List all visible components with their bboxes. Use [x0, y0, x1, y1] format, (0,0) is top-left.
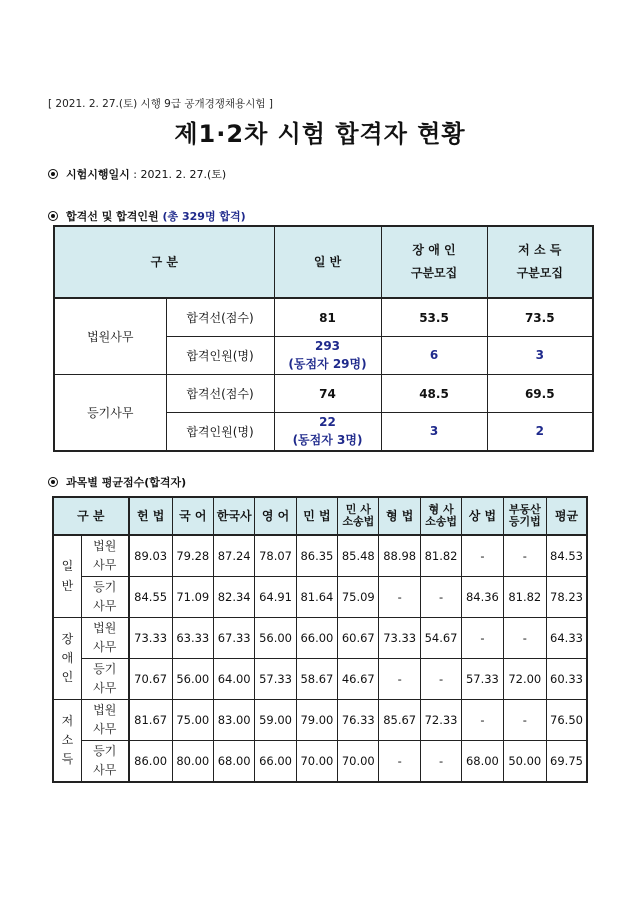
score-cell: 88.98	[379, 535, 420, 577]
section-exam-date	[48, 166, 226, 182]
score-cell: 76.50	[547, 700, 588, 741]
row-label: 법원 사무	[81, 618, 128, 659]
score-cell: 89.03	[129, 535, 172, 577]
row-label: 합격선(점수)	[166, 375, 274, 413]
table-row	[53, 741, 587, 783]
score-cell: 46.67	[338, 659, 379, 700]
score-cell: -	[503, 700, 546, 741]
score-cell: 79.00	[296, 700, 337, 741]
score-cell: 73.33	[129, 618, 172, 659]
score-cell: 66.00	[255, 741, 296, 783]
cell-general: 81	[274, 298, 381, 337]
score-cell: 73.33	[379, 618, 420, 659]
group-name: 장 애 인	[53, 618, 81, 700]
score-cell: 56.00	[172, 659, 213, 700]
score-cell: 64.00	[213, 659, 254, 700]
score-cell: 72.33	[420, 700, 461, 741]
score-cell: 86.35	[296, 535, 337, 577]
exam-date-value: : 2021. 2. 27.(토)	[129, 168, 227, 181]
score-cell: 56.00	[255, 618, 296, 659]
group-name: 일 반	[53, 535, 81, 618]
section-pass-line	[48, 208, 246, 224]
score-cell: -	[379, 577, 420, 618]
table-header-row	[54, 226, 593, 298]
score-cell: 85.67	[379, 700, 420, 741]
cell-disabled: 3	[381, 413, 487, 452]
score-cell: -	[420, 741, 461, 783]
header-line: 장 애 인	[412, 243, 456, 258]
score-cell: 57.33	[255, 659, 296, 700]
row-label: 법원 사무	[81, 535, 128, 577]
score-cell: -	[462, 535, 503, 577]
score-cell: 68.00	[462, 741, 503, 783]
score-cell: 87.24	[213, 535, 254, 577]
header-subject	[338, 497, 379, 535]
table-header-row	[53, 497, 587, 535]
score-cell: 54.67	[420, 618, 461, 659]
header-subject: 영 어	[255, 497, 296, 535]
header-subject: 한국사	[213, 497, 254, 535]
header-category: 구 분	[53, 497, 129, 535]
score-cell: 76.33	[338, 700, 379, 741]
score-cell: 60.33	[547, 659, 588, 700]
row-label: 합격인원(명)	[166, 337, 274, 375]
header-general: 일 반	[274, 226, 381, 298]
score-cell: 50.00	[503, 741, 546, 783]
score-cell: 81.64	[296, 577, 337, 618]
header-line: 저 소 득	[518, 243, 562, 258]
cell-general	[274, 337, 381, 375]
section-subject-averages	[48, 474, 186, 490]
score-cell: -	[420, 659, 461, 700]
header-subject: 헌 법	[129, 497, 172, 535]
score-cell: -	[379, 659, 420, 700]
row-label: 등기 사무	[81, 577, 128, 618]
table-row	[54, 375, 593, 413]
header-disabled	[381, 226, 487, 298]
score-cell: 82.34	[213, 577, 254, 618]
score-cell: -	[420, 577, 461, 618]
section-label: 시험시행일시	[66, 168, 130, 181]
cell-lowincome: 69.5	[487, 375, 593, 413]
score-cell: 81.82	[420, 535, 461, 577]
score-cell: 69.75	[547, 741, 588, 783]
header-subject	[503, 497, 546, 535]
score-cell: 79.28	[172, 535, 213, 577]
header-line: 구분모집	[516, 266, 563, 280]
score-cell: 57.33	[462, 659, 503, 700]
row-label: 법원 사무	[81, 700, 128, 741]
header-subject: 형 법	[379, 497, 420, 535]
pass-line-table	[53, 225, 594, 452]
score-cell: 63.33	[172, 618, 213, 659]
tie-note: (동점자 3명)	[292, 432, 363, 447]
header-subject	[420, 497, 461, 535]
cell-general	[274, 413, 381, 452]
cell-disabled: 48.5	[381, 375, 487, 413]
row-label: 합격선(점수)	[166, 298, 274, 337]
tie-note: (동점자 29명)	[288, 356, 367, 371]
page-title: 제1·2차 시험 합격자 현황	[174, 120, 466, 148]
table-row	[53, 577, 587, 618]
header-category: 구 분	[54, 226, 274, 298]
table-row	[53, 535, 587, 577]
count: 293	[314, 339, 341, 354]
header-lowincome	[487, 226, 593, 298]
score-cell: 80.00	[172, 741, 213, 783]
score-cell: -	[462, 618, 503, 659]
header-subject: 평균	[547, 497, 588, 535]
score-cell: 60.67	[338, 618, 379, 659]
header-line: 소송법	[425, 515, 457, 528]
group-name: 등기사무	[54, 375, 166, 452]
total-passed-note: (총 329명 합격)	[162, 210, 246, 223]
score-cell: 66.00	[296, 618, 337, 659]
section-label: 합격선 및 합격인원	[66, 210, 163, 223]
score-cell: 71.09	[172, 577, 213, 618]
cell-disabled: 53.5	[381, 298, 487, 337]
score-cell: -	[379, 741, 420, 783]
section-label: 과목별 평균점수(합격자)	[66, 476, 187, 489]
header-subject: 민 법	[296, 497, 337, 535]
score-cell: -	[503, 618, 546, 659]
score-cell: 75.00	[172, 700, 213, 741]
table-row	[53, 659, 587, 700]
count: 22	[319, 415, 336, 430]
cell-disabled: 6	[381, 337, 487, 375]
header-line: 부동산	[508, 503, 541, 517]
table-row	[53, 700, 587, 741]
cell-lowincome: 2	[487, 413, 593, 452]
header-line: 민 사	[345, 503, 371, 517]
score-cell: 78.23	[547, 577, 588, 618]
header-subject: 상 법	[462, 497, 503, 535]
score-cell: 67.33	[213, 618, 254, 659]
cell-general: 74	[274, 375, 381, 413]
header-line: 소송법	[342, 515, 375, 528]
score-cell: -	[503, 535, 546, 577]
score-cell: 86.00	[129, 741, 172, 783]
exam-subtitle: [ 2021. 2. 27.(토) 시행 9급 공개경쟁채용시험 ]	[48, 98, 273, 110]
score-cell: 58.67	[296, 659, 337, 700]
score-cell: 84.53	[547, 535, 588, 577]
score-cell: 78.07	[255, 535, 296, 577]
score-cell: 70.00	[338, 741, 379, 783]
header-line: 형 사	[428, 503, 454, 517]
header-subject: 국 어	[172, 497, 213, 535]
score-cell: 64.91	[255, 577, 296, 618]
radio-bullet-icon	[48, 477, 58, 487]
score-cell: 68.00	[213, 741, 254, 783]
radio-bullet-icon	[48, 169, 58, 179]
header-line: 등기법	[508, 515, 541, 528]
score-cell: 81.67	[129, 700, 172, 741]
group-name: 법원사무	[54, 298, 166, 375]
score-cell: -	[462, 700, 503, 741]
score-cell: 84.55	[129, 577, 172, 618]
row-label: 등기 사무	[81, 659, 128, 700]
header-line: 구분모집	[410, 266, 458, 280]
score-cell: 75.09	[338, 577, 379, 618]
score-cell: 70.00	[296, 741, 337, 783]
table-row	[53, 618, 587, 659]
row-label: 등기 사무	[81, 741, 128, 783]
score-cell: 83.00	[213, 700, 254, 741]
cell-lowincome: 73.5	[487, 298, 593, 337]
score-cell: 59.00	[255, 700, 296, 741]
score-cell: 64.33	[547, 618, 588, 659]
table-row	[54, 298, 593, 337]
score-cell: 72.00	[503, 659, 546, 700]
score-cell: 84.36	[462, 577, 503, 618]
row-label: 합격인원(명)	[166, 413, 274, 452]
cell-lowincome: 3	[487, 337, 593, 375]
score-cell: 81.82	[503, 577, 546, 618]
score-cell: 70.67	[129, 659, 172, 700]
score-cell: 85.48	[338, 535, 379, 577]
radio-bullet-icon	[48, 211, 58, 221]
subject-average-table	[52, 496, 588, 783]
group-name: 저 소 득	[53, 700, 81, 783]
